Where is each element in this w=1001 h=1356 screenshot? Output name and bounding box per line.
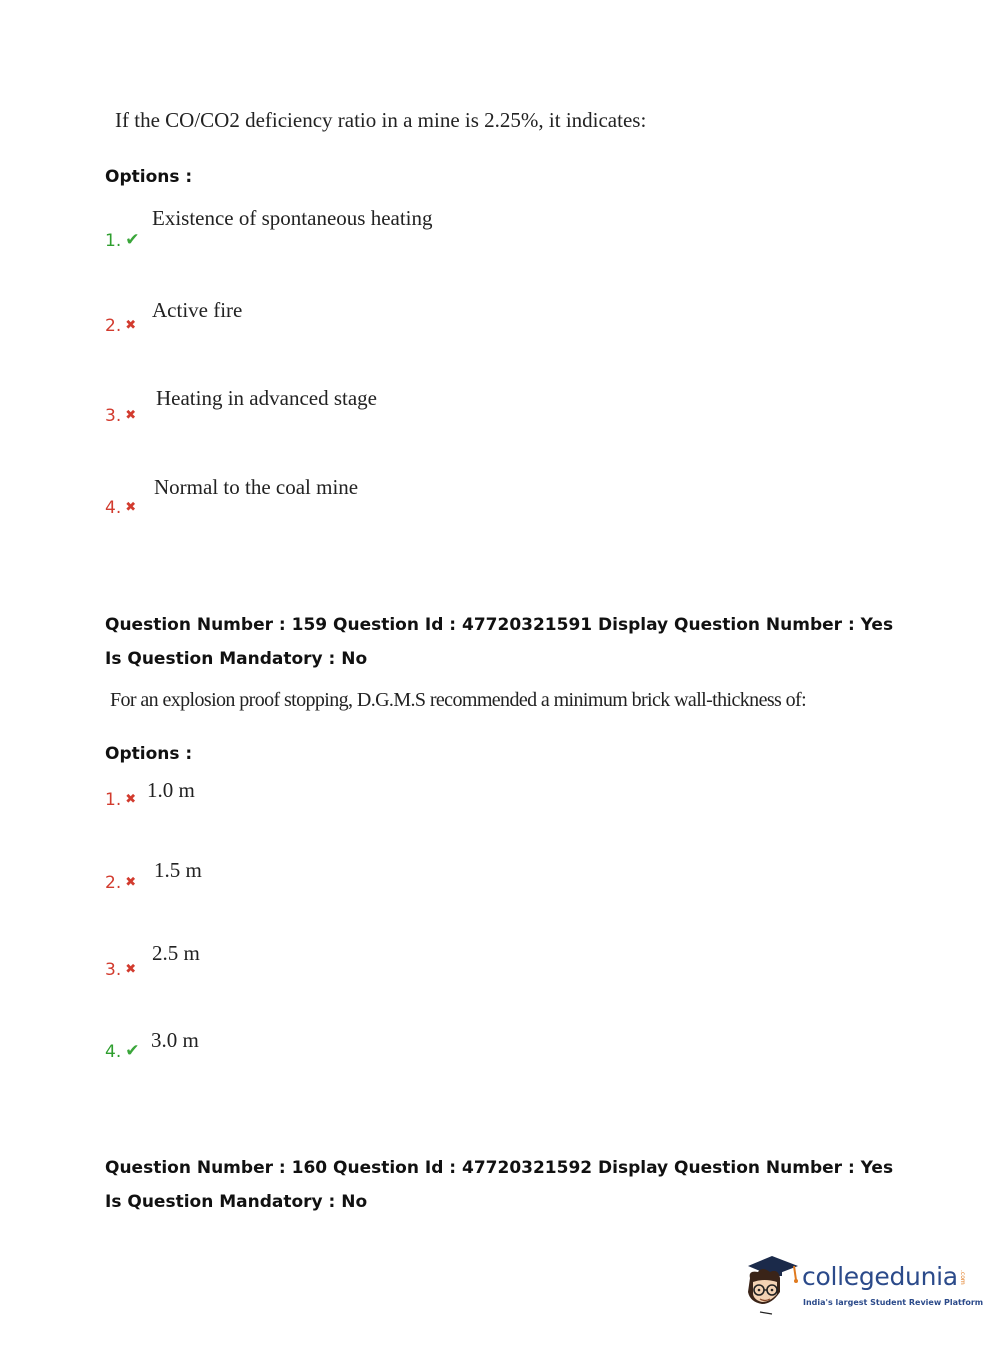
option-marker bbox=[105, 316, 136, 336]
option-number: 2. bbox=[105, 873, 122, 893]
check-icon: ✔ bbox=[125, 230, 140, 250]
option-text: Normal to the coal mine bbox=[154, 475, 359, 499]
check-icon: ✔ bbox=[125, 1041, 140, 1061]
option-marker bbox=[105, 790, 136, 810]
option-text: 1.5 m bbox=[154, 858, 202, 882]
option-marker bbox=[105, 1041, 139, 1062]
option-text: Existence of spontaneous heating bbox=[152, 206, 433, 230]
option-number: 3. bbox=[105, 406, 122, 426]
option-marker bbox=[105, 498, 136, 518]
cross-icon: ✖ bbox=[125, 318, 137, 333]
option-number: 1. bbox=[105, 790, 122, 810]
cross-icon: ✖ bbox=[125, 792, 137, 807]
cross-icon: ✖ bbox=[125, 875, 137, 890]
cross-icon: ✖ bbox=[125, 500, 137, 515]
question-meta: Question Number : 159 Question Id : 47720321591 Display Question Number : Yes Is Question Mandatory : No bbox=[105, 615, 894, 669]
option-number: 1. bbox=[105, 231, 122, 251]
logo-wordmark: collegedunia bbox=[802, 1262, 958, 1291]
cross-icon: ✖ bbox=[125, 962, 137, 977]
logo-suffix: .com bbox=[959, 1270, 966, 1285]
option-text: 1.0 m bbox=[147, 778, 195, 802]
option-text: 2.5 m bbox=[152, 941, 200, 965]
option-marker bbox=[105, 960, 136, 980]
option-marker bbox=[105, 406, 136, 426]
logo-tagline: India's largest Student Review Platform bbox=[803, 1298, 984, 1307]
question-text: For an explosion proof stopping, D.G.M.S recommended a minimum brick wall-thickness of: bbox=[110, 689, 807, 711]
option-text: Active fire bbox=[152, 298, 243, 322]
collegedunia-logo bbox=[742, 1248, 984, 1318]
options-label: Options : bbox=[105, 167, 193, 187]
option-marker bbox=[105, 873, 136, 893]
mascot-icon bbox=[742, 1248, 802, 1318]
question-meta: Question Number : 160 Question Id : 47720321592 Display Question Number : Yes Is Question Mandatory : No bbox=[105, 1158, 894, 1212]
cross-icon: ✖ bbox=[125, 408, 137, 423]
option-number: 4. bbox=[105, 498, 122, 518]
option-text: 3.0 m bbox=[151, 1028, 199, 1052]
option-marker bbox=[105, 230, 139, 251]
options-label: Options : bbox=[105, 744, 193, 764]
option-number: 4. bbox=[105, 1042, 122, 1062]
question-text: If the CO/CO2 deficiency ratio in a mine is 2.25%, it indicates: bbox=[115, 108, 647, 132]
option-text: Heating in advanced stage bbox=[156, 386, 377, 410]
option-number: 3. bbox=[105, 960, 122, 980]
option-number: 2. bbox=[105, 316, 122, 336]
